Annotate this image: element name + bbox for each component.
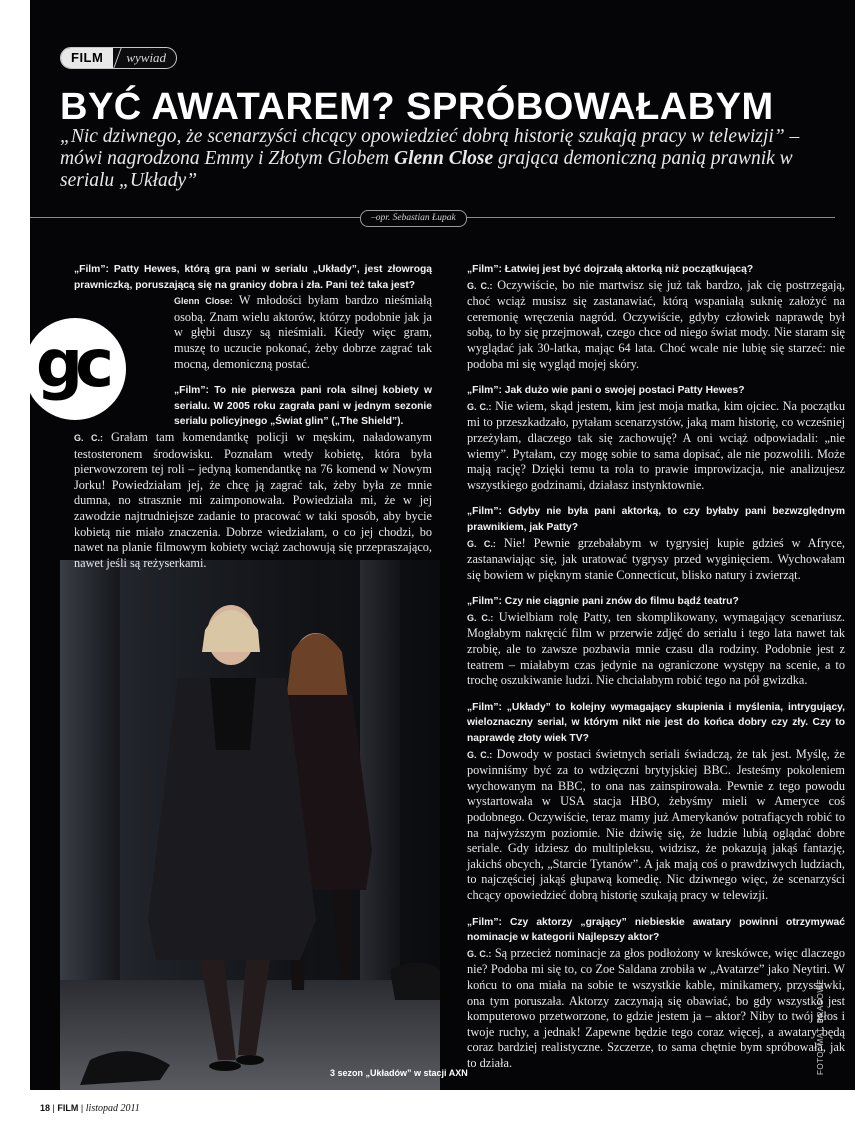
- section-kicker: [60, 47, 177, 69]
- kicker-type: wywiad: [126, 50, 167, 65]
- photo-figure-1-shoe2: [236, 1055, 264, 1065]
- question-6: „Film”: Czy nie ciągnie pani znów do filmu bądź teatru?: [467, 596, 739, 608]
- kicker-section: FILM: [61, 48, 113, 68]
- footer-sep-1: |: [52, 1103, 55, 1113]
- footer-issue: listopad 2011: [85, 1103, 140, 1114]
- answer-5: G. C.: Nie! Pewnie grzebałabym w tygrysiej kupie gdzieś w Afryce, zastanawiając się, jak uratować tygrysy przed wyginięciem. Wychowałam się bowiem w pięknym stanie Connecticut, blisko natury i zwierząt.: [467, 535, 846, 582]
- question-4: „Film”: Jak dużo wie pani o swojej postaci Patty Hewes?: [467, 385, 745, 397]
- photo-figure-2-leg2: [332, 890, 352, 980]
- question-7: „Film”: „Układy” to kolejny wymagający skupienia i myślenia, intrygujący, wieloznaczny serial, w którym nikt nie jest do końca dobry czy zły. Czy to naprawdę złoty wiek TV?: [467, 701, 845, 745]
- answer-8: G. C.: Są przecież nominacje za głos podłożony w kreskówce, więc dlaczego nie? Podoba mi się to, co Zoe Saldana zrobiła w „Avatarze” jako Neytiri. W końcu to ona miała na sobie te wszystkie kable, minikamery, przyssawki, ona tym poruszała. Aktorzy zaczynają się obawiać, bo gdy wszystko jest komputerowo przetworzone, to gdzie jestem ja – aktor? Niby to twój głos i twoje ruchy, a jednak! Zapewne będzie tego coraz więcej, a awatary będą coraz bardziej realistyczne. Szczerze, to sama chętnie bym spróbowała, jak to działa.: [467, 945, 846, 1070]
- answer-7: G. C.: Dowody w postaci świetnych seriali świadczą, że tak jest. Myślę, że powinniśmy być za to wdzięczni brytyjskiej BBC. Jesteśmy pokoleniem wychowanym na BBC, to ona nas zainspirowała. Pewnie z tego powodu wystartowała w USA stacja HBO, żebyśmy mieli w Ameryce coś podobnego. Oczywiście, teraz mamy już Amerykanów potrafiących robić to na najwyższym poziomie. Nie dziwię się, że ludzie lubią oglądać dobre seriale. Gdy idziesz do multipleksu, widzisz, że pokazują jakąś fantazję, jakichś obcych, „Starcie Tytanów”. A jak mają coś o prawdziwych ludziach, to najczęściej jakąś głupawą komedię. Nic dziwnego więc, że scenarzyści chcący opowiedzieć dobrą historię szukają pracy w telewizji.: [467, 746, 846, 902]
- left-column: [74, 262, 432, 582]
- photo-figure-1-hair: [202, 610, 260, 652]
- gc-logo-text: gc: [35, 324, 107, 402]
- byline: –opr. Sebastian Łupak: [360, 210, 467, 227]
- lead-part2: grająca demoniczną panią prawnik w serialu „Układy”: [60, 148, 793, 191]
- article-title: BYĆ AWATAREM? SPRÓBOWAŁABYM: [60, 86, 774, 128]
- photo-figure-2-hair: [286, 634, 348, 701]
- photo-figure-1-shoe: [209, 1061, 241, 1071]
- page-number: 18: [40, 1103, 51, 1113]
- photo-figure-1-leg: [200, 960, 236, 1060]
- article-photo: [60, 560, 440, 1090]
- question-1: „Film”: Patty Hewes, którą gra pani w serialu „Układy”, jest złowrogą prawniczką, poruszającą się na granicy dobra i zła. Pani też taka jest?: [74, 264, 432, 291]
- question-5: „Film”: Gdyby nie była pani aktorką, to czy byłaby pani bezwzględnym prawnikiem, jak Patty?: [467, 506, 845, 533]
- answer-2: G. C.: Grałam tam komendantkę policji w męskim, naładowanym testosteronem środowisku. Poznałam wtedy kobietę, która była pierwowzorem tej roli – jedyną komendantkę na 76 komend w Nowym Jorku! Powiedziałam jej, że chcę ją zagrać tak, żeby była ze mnie dumna, no strasznie mi zaimponowała. Powiedziała mi, że w jej zawodzie najtrudniejsze zadanie to pracować w taki sposób, aby bycie kobietą nie miało znaczenia. Dobrze wiedziałam, o co jej chodzi, bo nawet na planie filmowym kobiety wciąż zachowują się przepraszająco, nawet jeśli są reżyserkami.: [74, 429, 432, 570]
- photo-credit: FOTO: MAT. PRASOWE: [816, 978, 825, 1075]
- answer-6: G. C.: Uwielbiam rolę Patty, ten skomplikowany, wymagający scenariusz. Mogłabym nakręcić film w przerwie zdjęć do serialu i tego lata nawet tak zrobię, ale to zawsze pozbawia mnie czasu dla rodziny. Podobnie jest z teatrem – miałabym czas jedynie na ograniczone występy na scenie, a to trochę oszukiwanie ludzi. Nie chciałabym robić tego na pół gwizdka.: [467, 609, 845, 688]
- photo-fallen-figure: [80, 1051, 170, 1085]
- photo-figure-1-scarf: [210, 678, 256, 750]
- answer-3: G. C.: Oczywiście, bo nie martwisz się już tak bardzo, jak cię postrzegają, choć wciąż musisz się zastanawiać, którą wspaniałą suknię założyć na ceremonię wręczenia nagród. Oczywiście, gdyby człowiek naprawdę był sobą, to by się przejmował, czego chce od niego świat mody. Nie staram się wyglądać jak 30-latka, mając 64 lata. Choć wcale nie lubię się starzeć: nie podoba mi się wygląd mojej skóry.: [467, 277, 845, 371]
- footer-sep-2: |: [80, 1103, 84, 1113]
- article-page: [30, 0, 855, 1090]
- gc-logo: [24, 318, 126, 420]
- question-8: „Film”: Czy aktorzy „grający” niebieskie awatary powinni otrzymywać nominacje w kategorii Najlepszy aktor?: [467, 916, 845, 944]
- answer-1: Glenn Close: W młodości byłam bardzo nieśmiałą osobą. Znam wielu aktorów, którzy podobnie jak ja w głębi duszy są nieśmiali. Kiedy więc gram, muszę to uczucie pokonać, żeby dobrze zagrać tak mocną, demoniczną postać.: [174, 293, 432, 371]
- lead-name: Glenn Close: [394, 148, 494, 169]
- footer-magazine: FILM: [57, 1103, 79, 1113]
- question-2: „Film”: To nie pierwsza pani rola silnej kobiety w serialu. W 2005 roku zagrała pani w jednym sezonie serialu policyjnego „Świat glin” („The Shield”).: [174, 385, 432, 428]
- photo-figures: [60, 560, 440, 1090]
- page-footer: [40, 1103, 140, 1114]
- photo-caption: 3 sezon „Układów” w stacji AXN: [330, 1068, 468, 1078]
- lead-part1: „Nic dziwnego, że scenarzyści chcący opowiedzieć dobrą historię szukają pracy w telewizji” – mówi nagrodzona Emmy i Złotym Globem: [60, 126, 800, 169]
- photo-fallen-figure2: [390, 963, 440, 1001]
- article-lead: [60, 126, 835, 192]
- photo-figure-1-leg2: [238, 960, 270, 1055]
- answer-4: G. C.: Nie wiem, skąd jestem, kim jest moja matka, kim ojciec. Na początku mi to przeszkadzało, pytałam scenarzystów, jaką mam historię, co wcześniej przeżyłam, dlaczego tak się zachowuję? A oni wciąż odpowiadali: „nie wiemy”. Pytałam, czy mogę sobie to sama dopisać, ale nie pozwolili. Może mają rację? Dzięki temu ta rola to prawie improwizacja, nie analizujesz wszystkiego godzinami, działasz instynktownie.: [467, 398, 846, 492]
- question-3: „Film”: Łatwiej jest być dojrzałą aktorką niż początkującą?: [467, 264, 754, 275]
- right-column: [467, 262, 845, 1083]
